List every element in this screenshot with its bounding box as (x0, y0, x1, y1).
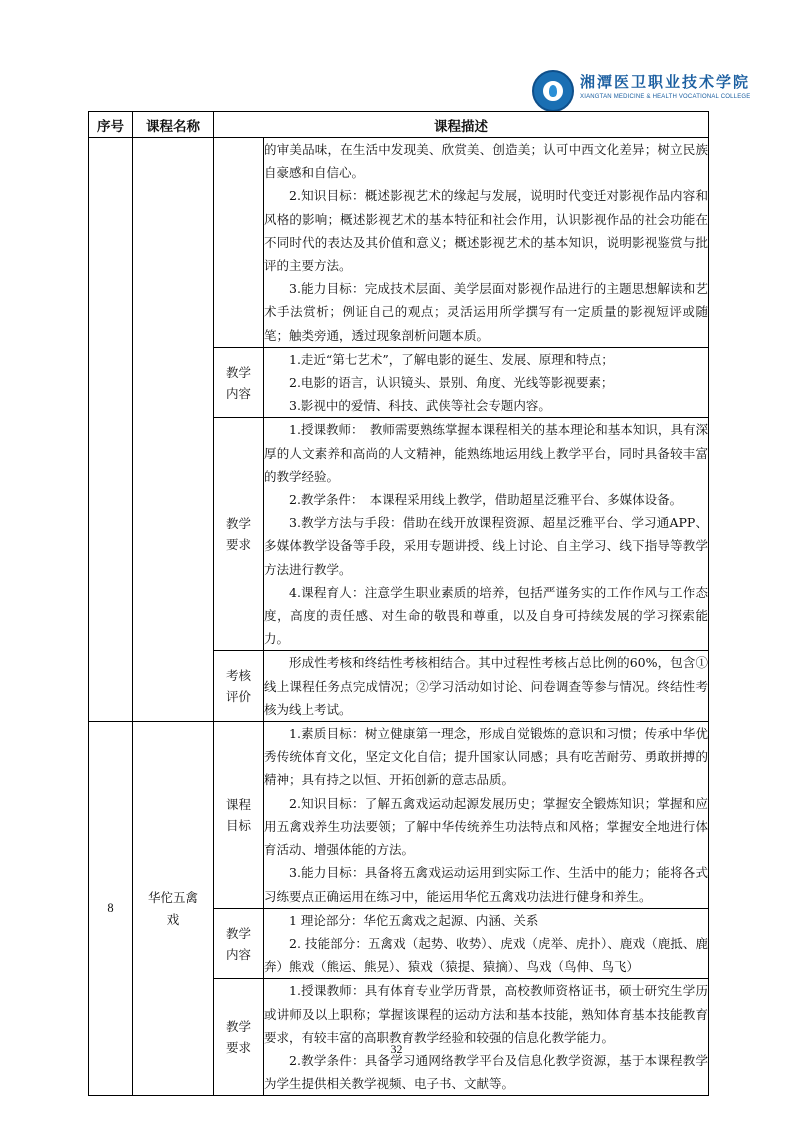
label-line: 教学 (225, 364, 251, 380)
row7-eval-desc (264, 651, 709, 722)
table-row (89, 138, 709, 348)
label-line: 考核 (225, 668, 251, 684)
label-line: 评价 (225, 689, 251, 705)
paragraph: 1.素质目标：树立健康第一理念，形成自觉锻炼的意识和习惯；传承中华优秀传统体育文化，坚定文化自信；提升国家认同感；具有吃苦耐劳、勇敢拼搏的精神；具有持之以恒、开拓创新的意志品质。 (264, 726, 708, 788)
paragraph: 2. 技能部分：五禽戏（起势、收势）、虎戏（虎举、虎扑）、鹿戏（鹿抵、鹿奔）熊戏（熊运、熊晃）、猿戏（猿提、猿摘）、鸟戏（鸟伸、鸟飞） (264, 935, 708, 975)
course-table (88, 111, 709, 1096)
paragraph: 3.教学方法与手段：借助在线开放课程资源、超星泛雅平台、学习通APP、多媒体教学设备等手段，采用专题讲授、线上讨论、自主学习、线下指导等教学方法进行教学。 (264, 515, 708, 577)
row8-content-desc (264, 908, 709, 979)
college-logo (532, 70, 751, 112)
page-number: 32 (390, 1042, 403, 1056)
label-line: 课程 (225, 796, 251, 812)
row8-req-label (214, 979, 264, 1096)
row7-goals-label-cell (214, 138, 264, 348)
paragraph: 1 理论部分：华佗五禽戏之起源、内涵、关系 (289, 912, 539, 928)
logo-chinese-name: 湘潭医卫职业技术学院 (580, 73, 751, 91)
paragraph: 形成性考核和终结性考核相结合。其中过程性考核占总比例的60%，包含①线上课程任务点完成情况；②学习活动如讨论、问卷调查等参与情况。终结性考核为线上考试。 (264, 655, 708, 717)
paragraph: 3.能力目标：完成技术层面、美学层面对影视作品进行的主题思想解读和艺术手法赏析；例证自己的观点；灵活运用所学撰写有一定质量的影视短评或随笔；触类旁通，透过现象剖析问题本质。 (264, 281, 708, 343)
label-line: 目标 (225, 817, 251, 833)
row7-eval-label (214, 651, 264, 722)
course-name-line: 华佗五禽 (147, 889, 198, 905)
label-line: 教学 (225, 925, 251, 941)
label-line: 内容 (225, 946, 251, 962)
paragraph: 2.知识目标：了解五禽戏运动起源发展历史；掌握安全锻炼知识；掌握和应用五禽戏养生功法要领；了解中华传统养生功法特点和风格；掌握安全地进行体育活动、增强体能的方法。 (264, 795, 708, 858)
row7-req-desc (264, 418, 709, 651)
row8-goals-label (214, 722, 264, 909)
label-line: 内容 (225, 385, 251, 401)
row7-req-label (214, 418, 264, 651)
table-row (89, 722, 709, 909)
paragraph: 2.教学条件： 本课程采用线上教学，借助超星泛雅平台、多媒体设备。 (289, 492, 683, 508)
paragraph: 1.授课教师： 教师需要熟练掌握本课程相关的基本理论和基本知识，具有深厚的人文素养和高尚的人文精神，能熟练地运用线上教学平台，同时具备较丰富的教学经验。 (264, 422, 708, 484)
header-course-name: 课程名称 (133, 112, 214, 138)
paragraph: 4.课程育人：注意学生职业素质的培养，包括严谨务实的工作作风与工作态度，高度的责任感、对生命的敬畏和尊重，以及自身可持续发展的学习探索能力。 (264, 584, 708, 647)
label-line: 教学 (225, 1019, 251, 1035)
header-description: 课程描述 (214, 112, 709, 138)
row7-content-label (214, 347, 264, 418)
course-name-line: 戏 (166, 911, 180, 927)
paragraph: 3.能力目标：具备将五禽戏运动运用到实际工作、生活中的能力；能将各式习练要点正确运用在练习中，能运用华佗五禽戏功法进行健身和养生。 (264, 865, 708, 904)
label-line: 教学 (225, 516, 251, 532)
header-seq: 序号 (89, 112, 133, 138)
label-line: 要求 (225, 1040, 251, 1056)
logo-english-name: XIANGTAN MEDICINE & HEALTH VOCATIONAL COLLEGE (580, 94, 751, 100)
row7-num-cell (89, 138, 133, 722)
paragraph: 1.走近“第七艺术”，了解电影的诞生、发展、原理和特点； (289, 351, 614, 367)
row8-req-desc (264, 979, 709, 1096)
table-header-row (89, 112, 709, 138)
row8-num: 8 (89, 722, 133, 1096)
paragraph: 2.教学条件：具备学习通网络教学平台及信息化教学资源，基于本课程教学为学生提供相关教学视频、电子书、文献等。 (264, 1052, 708, 1092)
paragraph: 1.授课教师：具有体育专业学历背景，高校教师资格证书，硕士研究生学历或讲师及以上职称；掌握该课程的运动方法和基本技能，熟知体育基本技能教育要求，有较丰富的高职教育教学经验和较强的信息化教学能力。 (264, 983, 708, 1045)
paragraph: 的审美品味，在生活中发现美、欣赏美、创造美；认可中西文化差异；树立民族自豪感和自信心。 (264, 142, 708, 181)
row7-goals-desc (264, 138, 709, 348)
row7-name-cell (133, 138, 214, 722)
label-line: 要求 (225, 537, 251, 553)
row8-goals-desc (264, 722, 709, 909)
paragraph: 3.影视中的爱情、科技、武侠等社会专题内容。 (289, 398, 551, 414)
row8-content-label (214, 908, 264, 979)
college-emblem-icon (532, 70, 574, 112)
row8-course-name (133, 722, 214, 1096)
paragraph: 2.知识目标：概述影视艺术的缘起与发展，说明时代变迁对影视作品内容和风格的影响；概述影视艺术的基本特征和社会作用，认识影视作品的社会功能在不同时代的表达及其价值和意义；概述影视艺术的基本知识，说明影视鉴赏与批评的主要方法。 (264, 188, 708, 274)
row7-content-desc (264, 347, 709, 418)
paragraph: 2.电影的语言，认识镜头、景别、角度、光线等影视要素； (289, 375, 614, 391)
